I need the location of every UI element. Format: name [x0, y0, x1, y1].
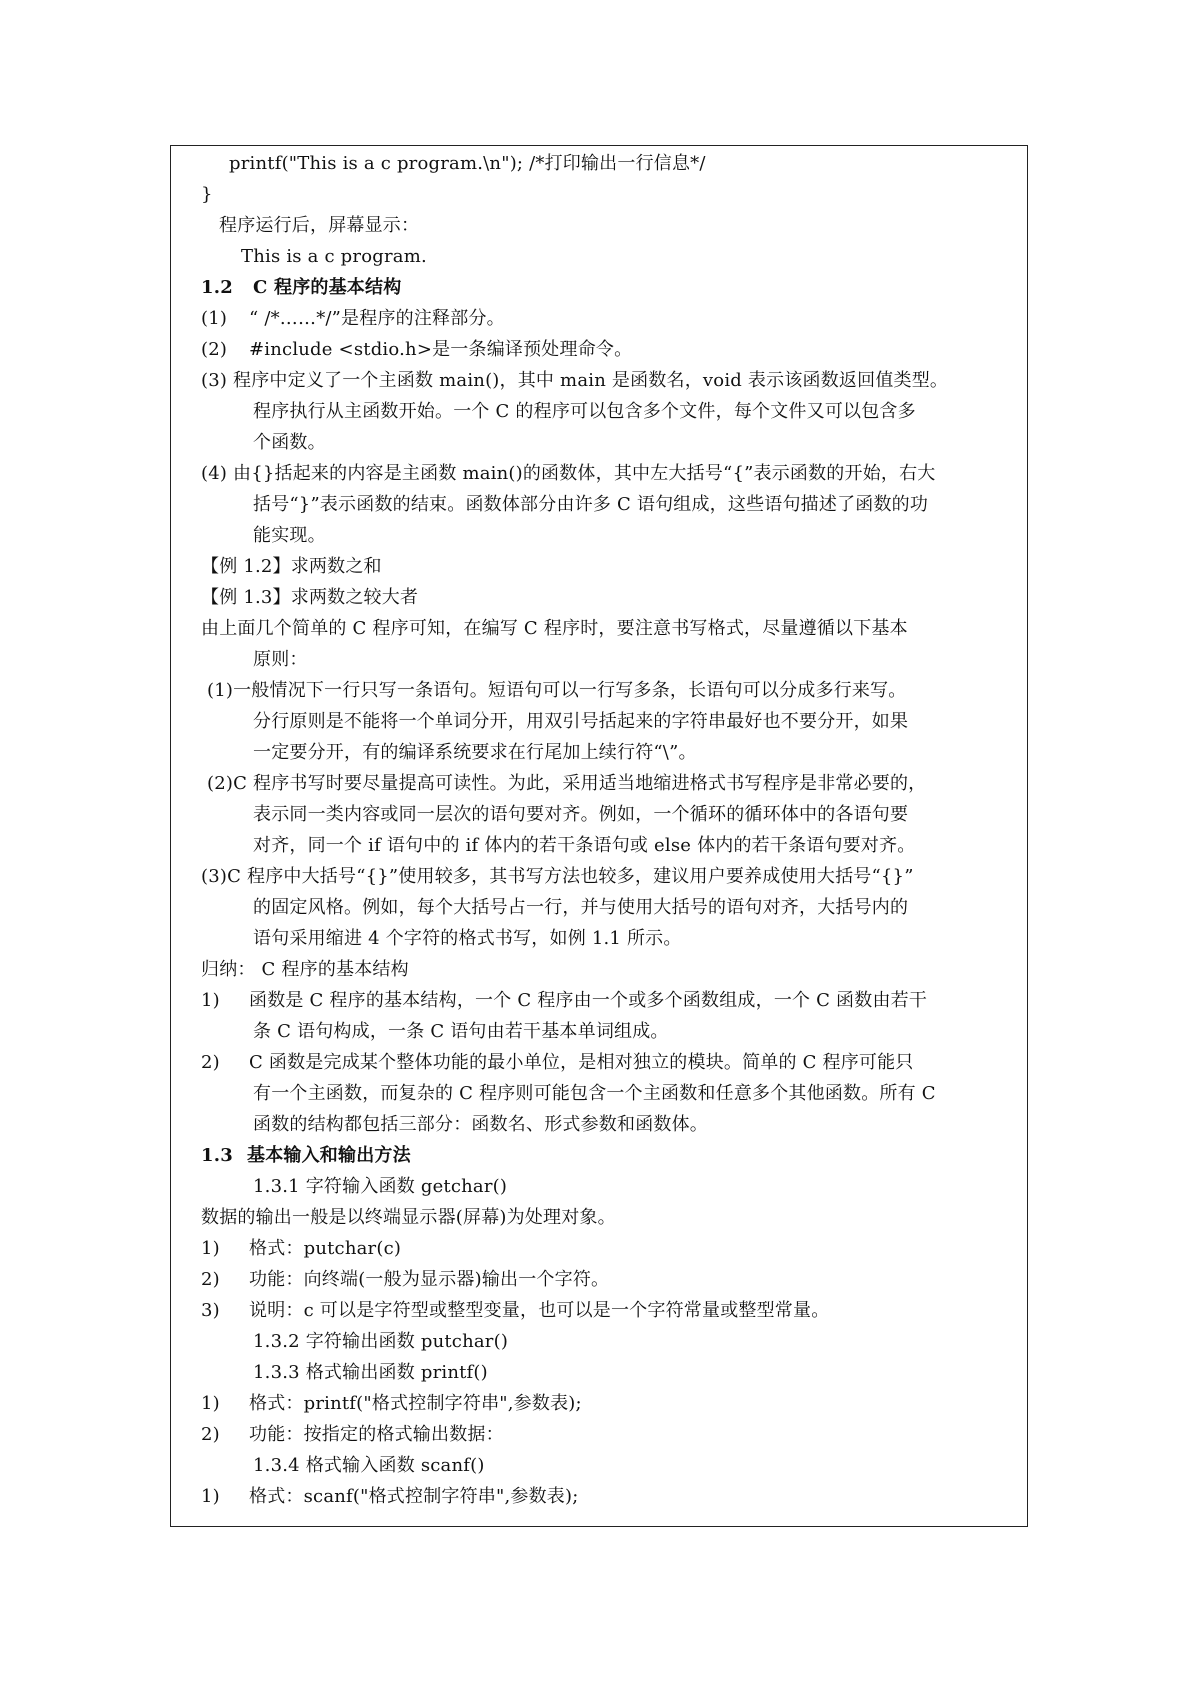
text-line: 一定要分开，有的编译系统要求在行尾加上续行符“\”。 [253, 742, 697, 763]
example-line: 【例 1.3】求两数之较大者 [201, 587, 419, 608]
text-line: 原则： [253, 649, 308, 670]
list-item: 1) 格式：printf("格式控制字符串",参数表); [201, 1393, 582, 1414]
text-line: 由上面几个简单的 C 程序可知，在编写 C 程序时，要注意书写格式，尽量遵循以下基本 [201, 618, 908, 639]
code-line: printf("This is a c program.\n"); /*打印输出一行信息*/ [229, 153, 706, 174]
subsection-heading: 1.3.3 格式输出函数 printf() [253, 1362, 488, 1383]
text-line: 数据的输出一般是以终端显示器(屏幕)为处理对象。 [201, 1207, 616, 1228]
text-line: 对齐，同一个 if 语句中的 if 体内的若干条语句或 else 体内的若干条语句要对齐。 [253, 835, 916, 856]
list-item: 2) 功能：按指定的格式输出数据： [201, 1424, 504, 1445]
list-item: 2) C 函数是完成某个整体功能的最小单位，是相对独立的模块。简单的 C 程序可能只 [201, 1052, 914, 1073]
text-line: 有一个主函数，而复杂的 C 程序则可能包含一个主函数和任意多个其他函数。所有 C [253, 1083, 936, 1104]
list-item: (3) 程序中定义了一个主函数 main()，其中 main 是函数名，void 表示该函数返回值类型。 [201, 370, 949, 391]
text-line: 分行原则是不能将一个单词分开，用双引号括起来的字符串最好也不要分开，如果 [253, 711, 909, 732]
list-item: 1) 格式：putchar(c) [201, 1238, 402, 1259]
list-item: 1) 格式：scanf("格式控制字符串",参数表); [201, 1486, 579, 1507]
subsection-heading: 1.3.1 字符输入函数 getchar() [253, 1176, 508, 1197]
text-line: 程序运行后，屏幕显示： [219, 215, 420, 236]
list-item: (3)C 程序中大括号“{}”使用较多，其书写方法也较多，建议用户要养成使用大括号“{}” [201, 866, 914, 887]
text-line: 表示同一类内容或同一层次的语句要对齐。例如，一个循环的循环体中的各语句要 [253, 804, 909, 825]
text-line: 语句采用缩进 4 个字符的格式书写，如例 1.1 所示。 [253, 928, 682, 949]
output-line: This is a c program. [241, 246, 427, 267]
text-line: 函数的结构都包括三部分：函数名、形式参数和函数体。 [253, 1114, 708, 1135]
list-item: (4) 由{}括起来的内容是主函数 main()的函数体，其中左大括号“{”表示函数的开始，右大 [201, 463, 936, 484]
list-item: (1) “ /*……*/”是程序的注释部分。 [201, 308, 505, 329]
text-line: 个函数。 [253, 432, 326, 453]
text-line: 括号“}”表示函数的结束。函数体部分由许多 C 语句组成，这些语句描述了函数的功 [253, 494, 929, 515]
list-item: (2)C 程序书写时要尽量提高可读性。为此，采用适当地缩进格式书写程序是非常必要的， [207, 773, 927, 794]
text-line: 的固定风格。例如，每个大括号占一行，并与使用大括号的语句对齐，大括号内的 [253, 897, 909, 918]
list-item: 1) 函数是 C 程序的基本结构，一个 C 程序由一个或多个函数组成，一个 C 函数由若干 [201, 990, 928, 1011]
section-heading: 1.3 基本输入和输出方法 [201, 1145, 411, 1166]
list-item: 2) 功能：向终端(一般为显示器)输出一个字符。 [201, 1269, 610, 1290]
example-line: 【例 1.2】求两数之和 [201, 556, 382, 577]
list-item: 3) 说明：c 可以是字符型或整型变量，也可以是一个字符常量或整型常量。 [201, 1300, 830, 1321]
text-line: 程序执行从主函数开始。一个 C 的程序可以包含多个文件，每个文件又可以包含多 [253, 401, 916, 422]
subsection-heading: 1.3.2 字符输出函数 putchar() [253, 1331, 509, 1352]
list-item: (2) #include <stdio.h>是一条编译预处理命令。 [201, 339, 633, 360]
subsection-heading: 1.3.4 格式输入函数 scanf() [253, 1455, 485, 1476]
document-frame [170, 145, 1028, 1527]
list-item: (1)一般情况下一行只写一条语句。短语句可以一行写多条，长语句可以分成多行来写。 [207, 680, 907, 701]
text-line: 能实现。 [253, 525, 326, 546]
text-line: 条 C 语句构成，一条 C 语句由若干基本单词组成。 [253, 1021, 669, 1042]
summary-heading: 归纳： C 程序的基本结构 [201, 959, 409, 980]
code-line: } [201, 184, 213, 205]
section-heading: 1.2 C 程序的基本结构 [201, 277, 402, 298]
